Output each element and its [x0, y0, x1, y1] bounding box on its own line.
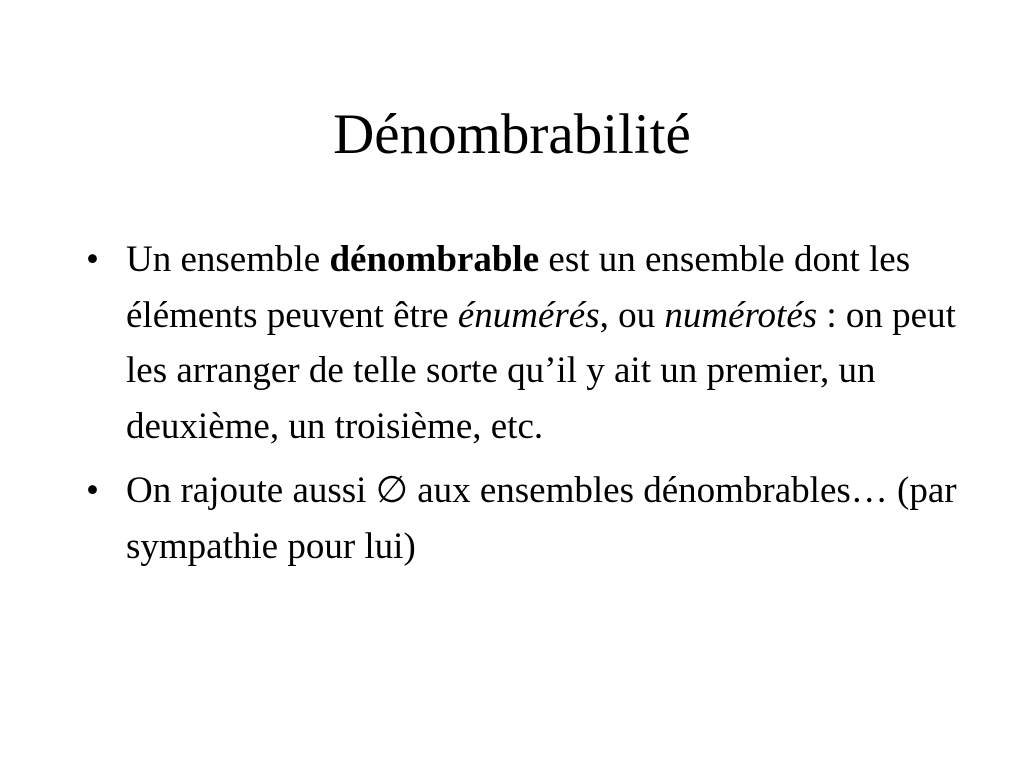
bold-term: dénombrable — [329, 239, 540, 280]
bullet-item-empty-set — [86, 463, 966, 574]
bullet-text: On rajoute aussi — [126, 470, 376, 511]
bullet-text: , ou — [599, 294, 665, 336]
bullet-text: : on peut les arranger de telle sorte qu’il y ait un premier, un deuxième, un troisième, etc. — [126, 294, 956, 447]
italic-term: numérotés — [664, 294, 818, 336]
bullet-text: aux ensembles dénombrables… (par sympathie pour lui) — [126, 470, 957, 567]
bullet-item-definition — [86, 232, 966, 454]
bullet-text: est un ensemble dont les éléments peuvent être — [126, 239, 911, 336]
bullet-icon: • — [86, 470, 99, 511]
italic-term: énumérés — [457, 294, 600, 336]
bullet-text: Un ensemble — [126, 239, 330, 280]
bullet-list — [86, 232, 966, 583]
bullet-icon: • — [86, 239, 99, 280]
slide-title: Dénombrabilité — [333, 103, 691, 166]
empty-set-symbol: ∅ — [375, 470, 408, 511]
